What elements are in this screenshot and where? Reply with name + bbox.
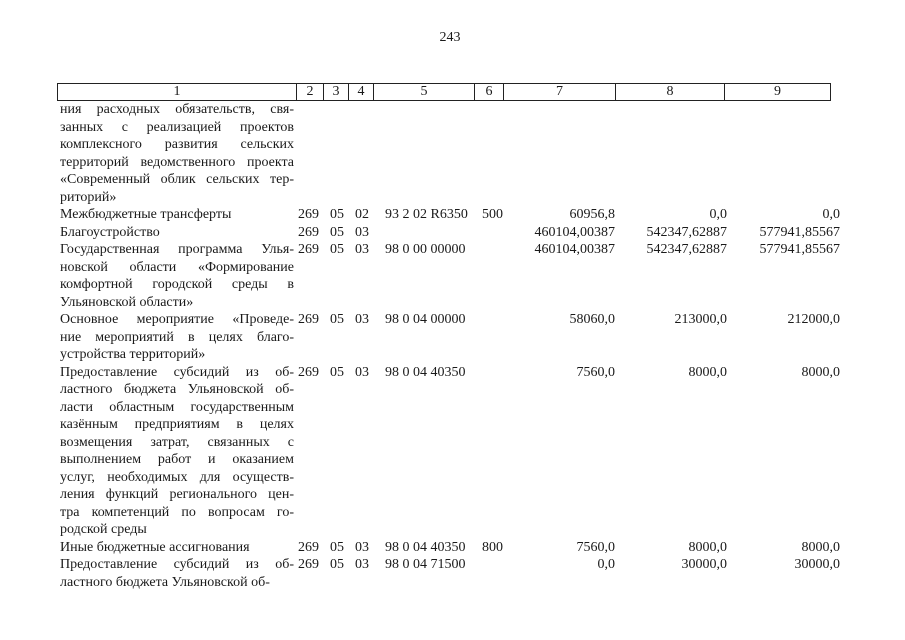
column-header-cell: 2 — [297, 84, 324, 101]
row-cell-c2: 269 — [298, 242, 319, 257]
row-name — [60, 241, 294, 311]
row-cell-c2: 269 — [298, 364, 319, 380]
column-header-table — [57, 83, 831, 101]
column-header-cell: 5 — [374, 84, 475, 101]
row-cell-c5: 93 2 02 R6350 — [385, 207, 468, 222]
row-name-line: занных с реализацией проектов — [60, 119, 294, 135]
row-name — [60, 539, 294, 557]
row-name-line: Основное мероприятие «Проведе- — [60, 312, 294, 327]
row-name-line: ние мероприятий в целях благо- — [60, 329, 294, 345]
row-name-line: тра компетенций по вопросам го- — [60, 504, 294, 520]
row-cell-c7: 7560,0 — [576, 364, 615, 380]
row-name-line: «Современный облик сельских тер- — [60, 172, 294, 187]
row-cell-c4: 03 — [355, 242, 369, 257]
row-cell-c2: 269 — [298, 539, 319, 555]
row-cell-c5: 98 0 04 71500 — [385, 557, 466, 572]
row-cell-c4: 03 — [355, 312, 369, 327]
row-cell-c2: 269 — [298, 557, 319, 572]
row-name-line: выполнением работ и оказанием — [60, 452, 294, 467]
row-cell-c9: 8000,0 — [801, 364, 840, 380]
row-name-line: ления функций регионального цен- — [60, 487, 294, 502]
row-name — [60, 311, 294, 364]
row-name-line: ластного бюджета Ульяновской об- — [60, 574, 270, 590]
row-cell-c8: 542347,62887 — [646, 242, 727, 257]
row-name-line: родской среды — [60, 522, 147, 537]
row-cell-c4: 03 — [355, 557, 369, 572]
row-cell-c5: 98 0 04 40350 — [385, 539, 466, 555]
row-cell-c5: 98 0 00 00000 — [385, 242, 466, 257]
row-cell-c3: 05 — [330, 312, 344, 327]
row-cell-c5: 98 0 04 40350 — [385, 364, 466, 380]
row-name — [60, 101, 294, 206]
row-cell-c2: 269 — [298, 207, 319, 222]
row-name — [60, 206, 294, 224]
row-name-line: Государственная программа Улья- — [60, 242, 294, 257]
row-name-line: Предоставление субсидий из об- — [60, 364, 294, 380]
row-cell-c7: 460104,00387 — [534, 224, 615, 240]
row-name-line: комфортной городской среды в — [60, 277, 294, 292]
row-cell-c7: 460104,00387 — [534, 242, 615, 257]
row-cell-c7: 60956,8 — [569, 207, 615, 222]
column-header-cell: 7 — [504, 84, 616, 101]
row-name-line: Ульяновской области» — [60, 294, 194, 310]
row-cell-c3: 05 — [330, 242, 344, 257]
row-cell-c8: 0,0 — [709, 207, 727, 222]
column-header-cell: 9 — [725, 84, 831, 101]
row-cell-c2: 269 — [298, 312, 319, 327]
row-name-line: Благоустройство — [60, 224, 160, 240]
row-name-line: Межбюджетные трансферты — [60, 207, 232, 222]
row-cell-c7: 58060,0 — [569, 312, 615, 327]
row-cell-c9: 0,0 — [822, 207, 840, 222]
row-cell-c9: 212000,0 — [787, 312, 840, 327]
row-name-line: риторий» — [60, 189, 117, 205]
column-header-cell: 1 — [58, 84, 297, 101]
page-number: 243 — [439, 30, 461, 45]
row-cell-c4: 02 — [355, 207, 369, 222]
row-name-line: комплексного развития сельских — [60, 137, 294, 152]
row-cell-c8: 8000,0 — [688, 364, 727, 380]
row-cell-c8: 542347,62887 — [646, 224, 727, 240]
row-cell-c8: 30000,0 — [681, 557, 727, 572]
row-cell-c3: 05 — [330, 539, 344, 555]
row-cell-c9: 577941,85567 — [759, 224, 840, 240]
row-name — [60, 364, 294, 539]
row-cell-c5: 98 0 04 00000 — [385, 312, 466, 327]
row-cell-c3: 05 — [330, 557, 344, 572]
row-cell-c9: 8000,0 — [801, 539, 840, 555]
row-cell-c3: 05 — [330, 364, 344, 380]
column-header-cell: 4 — [349, 84, 374, 101]
row-name-line: услуг, необходимых для осуществ- — [60, 469, 294, 485]
column-header-cell: 3 — [324, 84, 349, 101]
row-cell-c7: 0,0 — [597, 557, 615, 572]
row-cell-c8: 8000,0 — [688, 539, 727, 555]
row-cell-c2: 269 — [298, 224, 319, 240]
column-header-cell: 6 — [475, 84, 504, 101]
column-header-row — [58, 84, 831, 101]
row-cell-c4: 03 — [355, 224, 369, 240]
row-cell-c7: 7560,0 — [576, 539, 615, 555]
row-cell-c4: 03 — [355, 364, 369, 380]
row-name — [60, 556, 294, 591]
row-name-line: казённым предприятиям в целях — [60, 417, 294, 432]
row-name-line: устройства территорий» — [60, 347, 206, 362]
row-name-line: ласти областным государственным — [60, 399, 294, 415]
row-name-line: возмещения затрат, связанных с — [60, 434, 294, 450]
row-name-line: новской области «Формирование — [60, 259, 294, 275]
row-cell-c4: 03 — [355, 539, 369, 555]
row-name — [60, 224, 294, 242]
row-name-line: ния расходных обязательств, свя- — [60, 102, 294, 117]
row-name-line: Предоставление субсидий из об- — [60, 557, 294, 572]
row-cell-c6: 500 — [482, 207, 503, 222]
row-name-line: Иные бюджетные ассигнования — [60, 539, 250, 555]
row-name-line: ластного бюджета Ульяновской об- — [60, 382, 294, 397]
row-cell-c9: 577941,85567 — [759, 242, 840, 257]
row-cell-c3: 05 — [330, 224, 344, 240]
row-cell-c3: 05 — [330, 207, 344, 222]
row-cell-c6: 800 — [482, 539, 503, 555]
row-cell-c8: 213000,0 — [674, 312, 727, 327]
row-cell-c9: 30000,0 — [794, 557, 840, 572]
row-name-line: территорий ведомственного проекта — [60, 154, 294, 170]
column-header-cell: 8 — [616, 84, 725, 101]
